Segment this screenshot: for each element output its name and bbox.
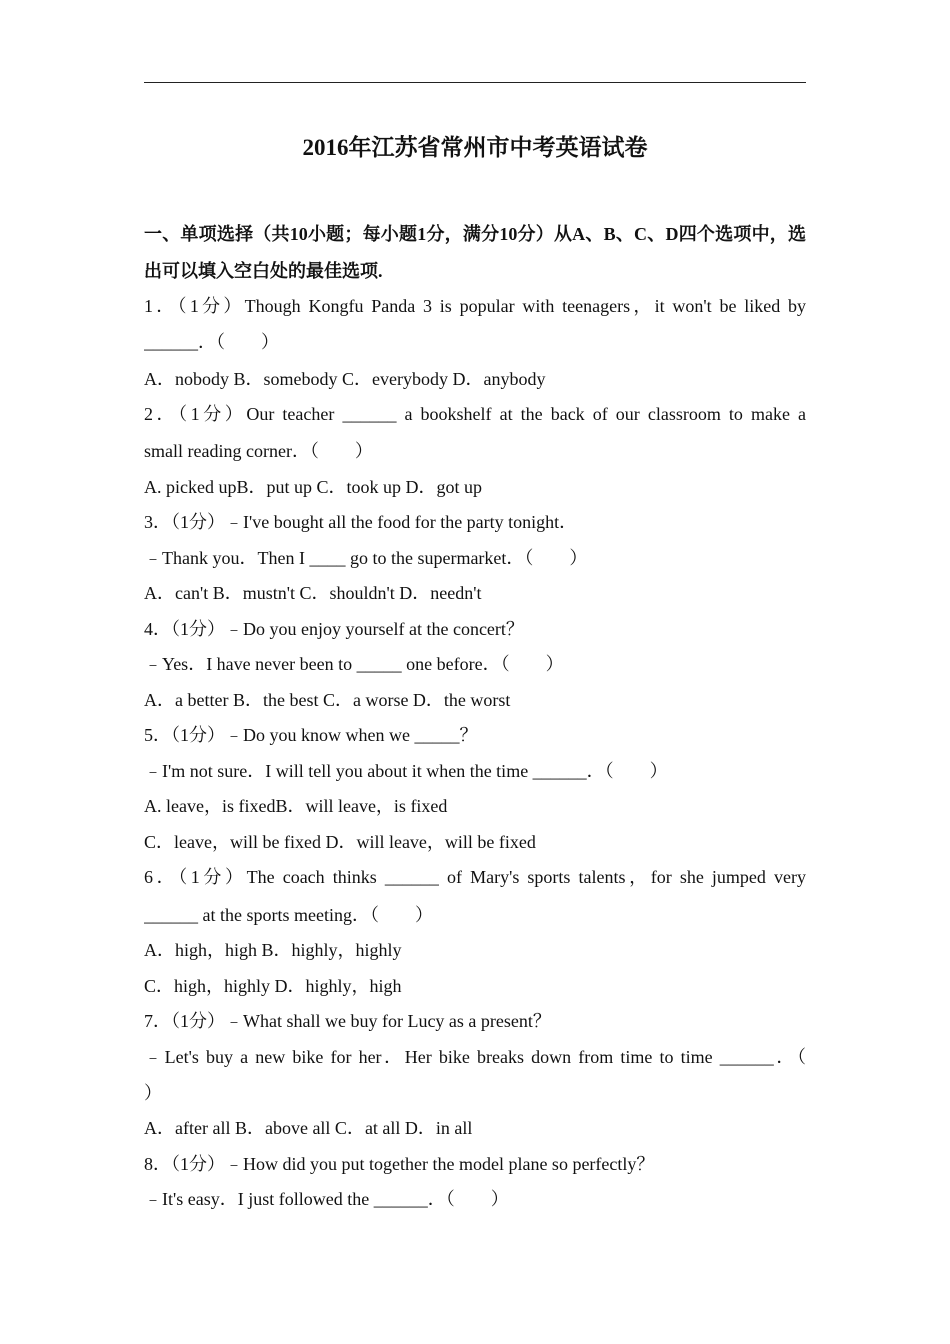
section-heading-line-2: 出可以填入空白处的最佳选项. — [144, 261, 383, 281]
question-5-stem: 5．（1分）﹣Do you know when we _____？ — [144, 725, 478, 745]
question-5-options-ab: A. leave，is fixedB．will leave，is fixed — [144, 796, 448, 816]
question-6-options-cd: C．high，highly D．highly，high — [144, 976, 402, 996]
question-5-reply: ﹣I'm not sure．I will tell you about it when the time ______．（ ） — [144, 761, 668, 781]
question-2-stem: 2．（1分）Our teacher ______ a bookshelf at the back of our classroom to make a — [144, 404, 806, 424]
question-4-options: A．a better B．the best C．a worse D．the worst — [144, 690, 511, 710]
question-1-stem-cont: ______．（ ） — [144, 332, 279, 352]
question-5-options-cd: C．leave，will be fixed D．will leave，will be fixed — [144, 832, 536, 852]
question-7-reply: ﹣Let's buy a new bike for her．Her bike breaks down from time to time ______．（ — [144, 1047, 806, 1067]
section-heading-line-1: 一、单项选择（共10小题；每小题1分，满分10分）从A、B、C、D四个选项中，选 — [144, 224, 806, 244]
question-2-options: A. picked upB．put up C．took up D．got up — [144, 477, 482, 497]
question-3-reply: ﹣Thank you．Then I ____ go to the supermarket．（ ） — [144, 548, 588, 568]
question-6-stem: 6．（1分）The coach thinks ______ of Mary's sports talents，for she jumped very — [144, 867, 806, 887]
question-4-reply: ﹣Yes．I have never been to _____ one before．（ ） — [144, 654, 564, 674]
question-6-options-ab: A．high，high B．highly，highly — [144, 940, 402, 960]
question-8-reply: ﹣It's easy．I just followed the ______．（ ） — [144, 1189, 509, 1209]
page-title: 2016年江苏省常州市中考英语试卷 — [302, 135, 648, 160]
question-1-stem: 1．（1分）Though Kongfu Panda 3 is popular with teenagers，it won't be liked by — [144, 296, 806, 316]
question-2-stem-cont: small reading corner．（ ） — [144, 441, 373, 461]
question-7-stem: 7．（1分）﹣What shall we buy for Lucy as a present？ — [144, 1011, 551, 1031]
question-7-options: A．after all B．above all C．at all D．in all — [144, 1118, 473, 1138]
header-rule — [144, 82, 806, 83]
question-3-stem: 3．（1分）﹣I've bought all the food for the party tonight． — [144, 512, 578, 532]
question-3-options: A．can't B．mustn't C．shouldn't D．needn't — [144, 583, 482, 603]
question-4-stem: 4．（1分）﹣Do you enjoy yourself at the concert？ — [144, 619, 524, 639]
question-7-reply-cont: ） — [144, 1083, 162, 1103]
question-6-stem-cont: ______ at the sports meeting．（ ） — [144, 905, 433, 925]
question-8-stem: 8．（1分）﹣How did you put together the model plane so perfectly？ — [144, 1154, 655, 1174]
question-1-options: A．nobody B．somebody C．everybody D．anybody — [144, 369, 546, 389]
